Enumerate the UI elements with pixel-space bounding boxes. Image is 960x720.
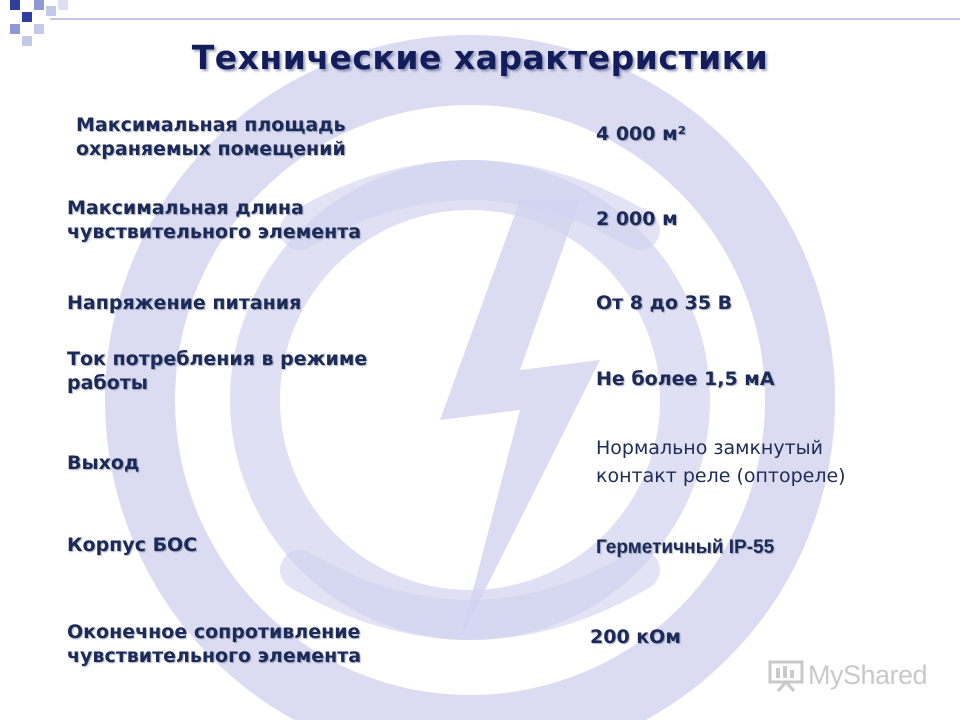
- presentation-icon: [768, 660, 804, 692]
- spec-value-resistance: [590, 625, 681, 649]
- label-line: Максимальная площадь: [76, 114, 346, 136]
- spec-label-voltage: [67, 291, 301, 315]
- value-line: 200 кОм: [590, 626, 681, 648]
- spec-value-length: [596, 207, 678, 231]
- label-line: Напряжение питания: [67, 292, 302, 314]
- value-line: От 8 до 35 В: [596, 292, 733, 314]
- label-line: Оконечное сопротивление: [67, 621, 361, 643]
- spec-value-housing: [596, 536, 774, 560]
- spec-label-length: [67, 196, 361, 244]
- label-line: Максимальная длина: [67, 197, 304, 219]
- spec-value-current: [596, 367, 775, 391]
- label-line: Корпус БОС: [67, 534, 198, 556]
- label-line: Выход: [67, 452, 140, 474]
- myshared-logo: [766, 656, 936, 696]
- spec-label-current: [67, 347, 367, 395]
- label-line: чувствительного элемента: [67, 221, 362, 243]
- spec-label-area: [76, 113, 346, 161]
- label-line: чувствительного элемента: [67, 645, 362, 667]
- label-line: работы: [67, 372, 148, 394]
- spec-value-area: [596, 122, 686, 146]
- spec-value-output: [596, 434, 846, 490]
- spec-value-voltage: [596, 291, 732, 315]
- spec-label-housing: [67, 533, 197, 557]
- top-rule: [50, 18, 960, 20]
- value-line: Герметичный IP-55: [596, 537, 775, 558]
- value-line: 2 000 м: [596, 208, 678, 230]
- value-line: Нормально замкнутый: [596, 437, 824, 459]
- value-line: Не более 1,5 мА: [596, 368, 775, 390]
- spec-label-output: [67, 451, 139, 475]
- logo-text: MyShared: [808, 660, 928, 690]
- label-line: охраняемых помещений: [76, 138, 346, 160]
- value-line: 4 000 м²: [596, 123, 686, 145]
- label-line: Ток потребления в режиме: [67, 348, 368, 370]
- page-title: Технические характеристики: [191, 38, 769, 77]
- spec-label-resistance: [67, 620, 361, 668]
- value-line: контакт реле (оптореле): [596, 465, 846, 487]
